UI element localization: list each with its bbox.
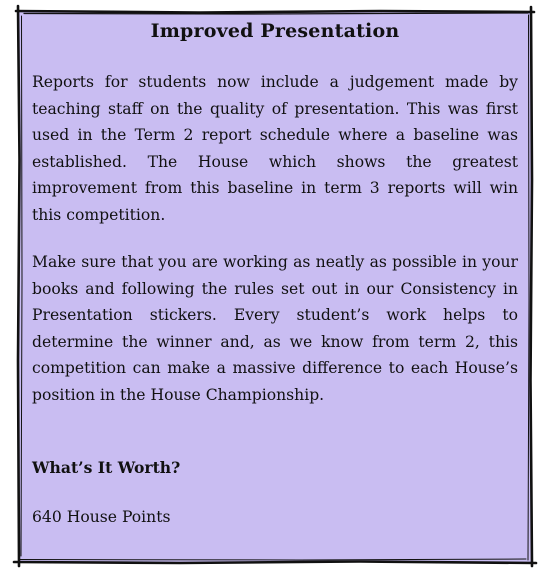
worth-heading: What’s It Worth? — [32, 458, 181, 477]
description-paragraph: Reports for students now include a judgement made by teaching staff on the quality of presentation. This was first used in the Term 2 report schedule where a baseline was established. The House which shows the greatest improvement from this baseline in term 3 reports will win this competition. — [32, 73, 518, 224]
panel-title: Improved Presentation — [150, 20, 400, 42]
info-panel — [19, 12, 531, 562]
worth-value: 640 House Points — [32, 508, 171, 526]
instructions-paragraph: Make sure that you are working as neatly as possible in your books and following the rules set out in our Consistency in Presentation stickers. Every student’s work helps to determine the winner and, as we know from term 2, this competition can make a massive difference to each House’s position in the House Championship. — [32, 253, 518, 404]
